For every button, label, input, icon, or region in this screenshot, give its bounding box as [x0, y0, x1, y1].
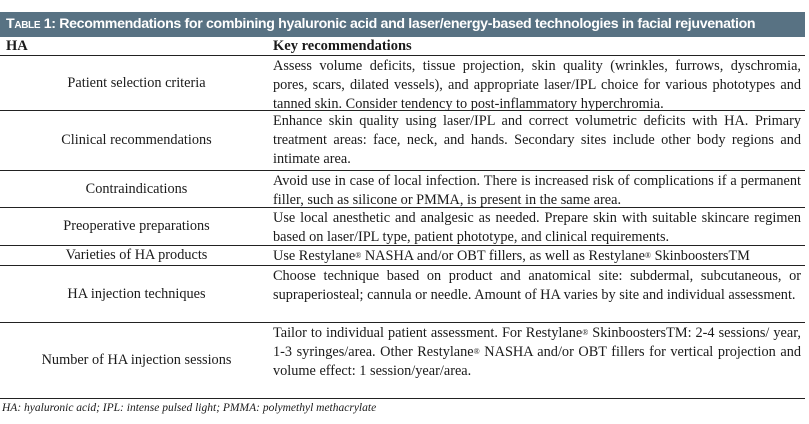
- header-ha: HA: [6, 37, 28, 54]
- table-title-bar: [0, 12, 805, 37]
- row-recommendation: Choose technique based on product and anatomical site: subdermal, subcutaneous, or supraperiosteal; cannula or needle. Amount of HA varies by site and individual assessment.: [273, 268, 801, 303]
- table-label: Table 1:: [6, 16, 56, 32]
- table-row: [0, 56, 805, 111]
- table-footnote: HA: hyaluronic acid; IPL: intense pulsed light; PMMA: polymethyl methacrylate: [2, 402, 377, 414]
- recommendations-table: [0, 37, 805, 399]
- row-recommendation: [273, 246, 805, 265]
- text-part: SkinboostersTM: 2-4 sessions/ year, 1-3 syringes/area. Other Restylane: [273, 325, 801, 360]
- row-category: Patient selection criteria: [67, 74, 206, 91]
- text-part: Tailor to individual patient assessment. For Restylane: [273, 325, 583, 341]
- text-part: Use Restylane: [273, 248, 356, 264]
- row-recommendation: Assess volume deficits, tissue projection, skin quality (wrinkles, furrows, dyschromia, pores, scars, dilated vessels), and appropriate laser/IPL choice for various phototypes and tanned skin. Consider tendency to post-inflammatory hyperchromia.: [273, 58, 801, 112]
- header-key-recommendations: Key recommendations: [273, 37, 412, 54]
- row-recommendation: Avoid use in case of local infection. There is increased risk of complications if a permanent filler, such as silicone or PMMA, is present in the same area.: [273, 173, 801, 208]
- table-row: [0, 323, 805, 399]
- row-category: Contraindications: [85, 180, 188, 197]
- text-part: NASHA and/or OBT fillers, as well as Restylane: [361, 248, 645, 264]
- table-row: [0, 111, 805, 171]
- row-recommendation: Enhance skin quality using laser/IPL and correct volumetric deficits with HA. Primary treatment areas: face, neck, and hands. Secondary sites include other body regions and intimate area.: [273, 113, 801, 167]
- row-category: Preoperative preparations: [63, 218, 210, 234]
- text-part: SkinboostersTM: [651, 248, 750, 264]
- row-category: Varieties of HA products: [65, 247, 208, 263]
- table-row: [0, 171, 805, 208]
- registered-mark: ®: [473, 347, 480, 356]
- registered-mark: ®: [355, 251, 362, 260]
- table-title: Recommendations for combining hyaluronic acid and laser/energy-based technologies in facial rejuvenation: [59, 16, 756, 32]
- row-category: Clinical recommendations: [61, 132, 212, 148]
- table-row: [0, 208, 805, 246]
- registered-mark: ®: [582, 328, 589, 337]
- row-category: Number of HA injection sessions: [41, 352, 232, 368]
- table-row: [0, 266, 805, 323]
- row-category: HA injection techniques: [67, 285, 206, 302]
- registered-mark: ®: [644, 251, 651, 260]
- text-part: NASHA and/or OBT fillers for vertical projection and volume effect: 1 session/year/area.: [273, 344, 801, 379]
- table-header-row: [0, 37, 805, 56]
- row-recommendation: Use local anesthetic and analgesic as needed. Prepare skin with suitable skincare regimen based on laser/IPL type, patient phototype, and clinical requirements.: [273, 210, 801, 245]
- row-recommendation: [273, 323, 805, 398]
- table-row: [0, 246, 805, 266]
